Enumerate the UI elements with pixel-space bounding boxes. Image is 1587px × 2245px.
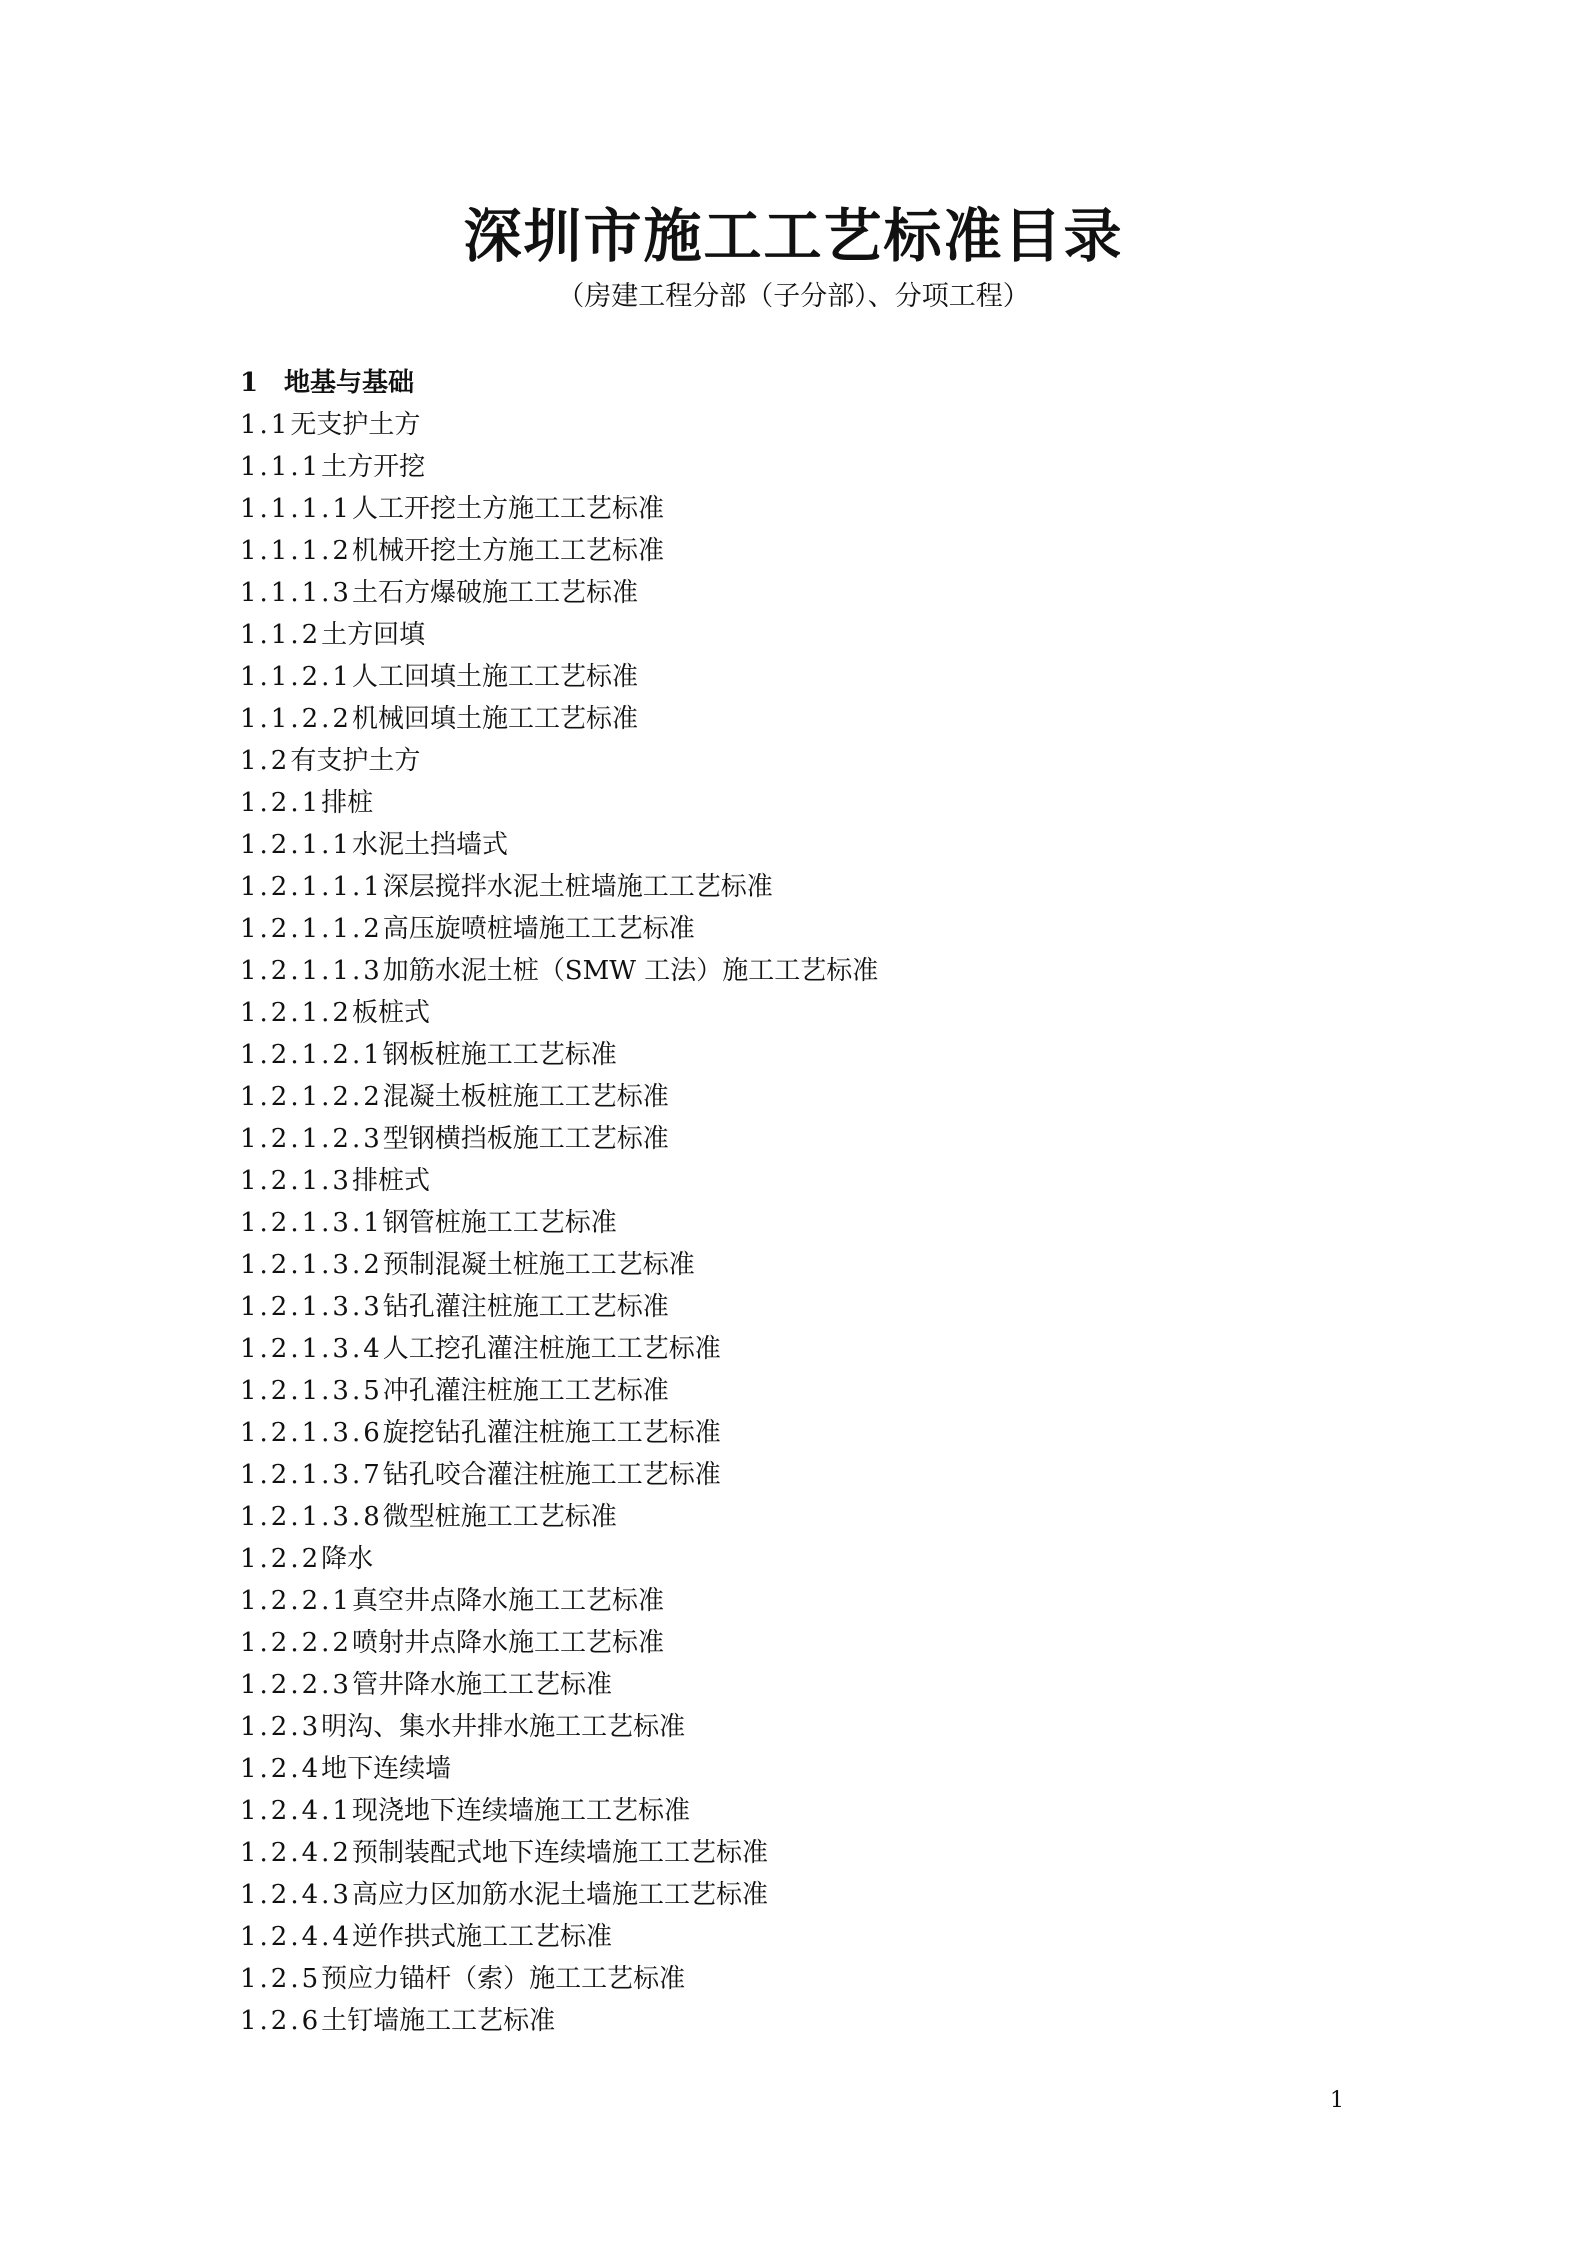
toc-entry xyxy=(240,1076,1440,1118)
toc-entry xyxy=(240,1832,1440,1874)
toc-entry-title: 微型桩施工工艺标准 xyxy=(382,1502,617,1532)
toc-entry-title: 钻孔灌注桩施工工艺标准 xyxy=(382,1292,669,1322)
toc-entry xyxy=(240,824,1440,866)
toc-entry-number: 1.2.1.1.2 xyxy=(240,914,383,944)
toc-entry-title: 排桩 xyxy=(321,788,374,818)
toc-entry-number: 1.2.4.4 xyxy=(240,1922,352,1952)
toc-entry-title: 预制混凝土桩施工工艺标准 xyxy=(382,1250,695,1280)
toc-entry-title: 明沟、集水井排水施工工艺标准 xyxy=(321,1712,686,1742)
toc-entry xyxy=(240,1454,1440,1496)
toc-entry xyxy=(240,992,1440,1034)
toc-entry-number: 1.2.1 xyxy=(240,788,322,818)
toc-entry xyxy=(240,1370,1440,1412)
toc-entry-title: 地下连续墙 xyxy=(321,1754,452,1784)
toc-entry-number: 1.2.1.3.4 xyxy=(240,1334,383,1364)
toc-entry xyxy=(240,656,1440,698)
toc-entry xyxy=(240,1706,1440,1748)
toc-entry xyxy=(240,950,1440,992)
toc-entry xyxy=(240,1664,1440,1706)
toc-entry-title: 型钢横挡板施工工艺标准 xyxy=(382,1124,669,1154)
toc-entry-title: 逆作拱式施工工艺标准 xyxy=(351,1922,612,1952)
page-title: 深圳市施工工艺标准目录 xyxy=(463,202,1124,270)
toc-entry-title: 排桩式 xyxy=(351,1166,430,1196)
toc-entry-title: 有支护土方 xyxy=(290,746,421,776)
toc-entry-number: 1.1.2.2 xyxy=(240,704,352,734)
toc-entry-number: 1.1 xyxy=(240,410,291,440)
toc-entry xyxy=(240,1118,1440,1160)
toc-entry xyxy=(240,404,1440,446)
toc-entry-title: 降水 xyxy=(321,1544,374,1574)
toc-entry-title: 深层搅拌水泥土桩墙施工工艺标准 xyxy=(382,872,773,902)
toc-entry xyxy=(240,698,1440,740)
toc-entry xyxy=(240,908,1440,950)
toc-entry xyxy=(240,740,1440,782)
page-number: 1 xyxy=(1330,2088,1344,2113)
toc-entry-number: 1.2.1.2.1 xyxy=(240,1040,383,1070)
toc-entry-number: 1.2.1.3.3 xyxy=(240,1292,383,1322)
toc-entry-number: 1.2.4.2 xyxy=(240,1838,352,1868)
toc-entry-number: 1.2.6 xyxy=(240,2006,322,2036)
toc-entry-number: 1.1.1 xyxy=(240,452,322,482)
toc-entry-title: 板桩式 xyxy=(351,998,430,1028)
toc-entry-title: 旋挖钻孔灌注桩施工工艺标准 xyxy=(382,1418,721,1448)
toc-entry-title: 机械开挖土方施工工艺标准 xyxy=(351,536,664,566)
toc-entry-number: 1.2.3 xyxy=(240,1712,322,1742)
toc-entry-number: 1.2.1.1.1 xyxy=(240,872,383,902)
toc-entry-number: 1 xyxy=(240,368,259,398)
toc-entry-number: 1.2.1.2.2 xyxy=(240,1082,383,1112)
toc-entry-title: 人工回填土施工工艺标准 xyxy=(351,662,638,692)
toc-entry-number: 1.1.1.3 xyxy=(240,578,352,608)
toc-entry-title: 真空井点降水施工工艺标准 xyxy=(351,1586,664,1616)
toc-entry xyxy=(240,1790,1440,1832)
toc-entry-title: 钢管桩施工工艺标准 xyxy=(382,1208,617,1238)
toc-entry xyxy=(240,1958,1440,2000)
toc-entry xyxy=(240,2000,1440,2042)
toc-entry-number: 1.1.2.1 xyxy=(240,662,352,692)
toc-entry-title: 无支护土方 xyxy=(290,410,421,440)
toc-entry-title: 人工开挖土方施工工艺标准 xyxy=(351,494,664,524)
toc-entry-title: 喷射井点降水施工工艺标准 xyxy=(351,1628,664,1658)
toc-entry xyxy=(240,488,1440,530)
toc-entry xyxy=(240,1916,1440,1958)
toc-entry-number: 1.1.1.2 xyxy=(240,536,352,566)
toc-entry-number: 1.2.1.2.3 xyxy=(240,1124,383,1154)
toc-entry-number: 1.2.1.3.2 xyxy=(240,1250,383,1280)
toc-entry-number: 1.2.1.1.3 xyxy=(240,956,383,986)
toc-entry-number: 1.1.1.1 xyxy=(240,494,352,524)
toc-entry xyxy=(240,572,1440,614)
toc-entry-number: 1.2.2 xyxy=(240,1544,322,1574)
toc-entry-number: 1.2.1.3.5 xyxy=(240,1376,383,1406)
toc-entry-title: 冲孔灌注桩施工工艺标准 xyxy=(382,1376,669,1406)
toc-entry xyxy=(240,1412,1440,1454)
toc-entry xyxy=(240,1748,1440,1790)
toc-entry-title: 高应力区加筋水泥土墙施工工艺标准 xyxy=(351,1880,768,1910)
toc-entry xyxy=(240,1496,1440,1538)
toc-entry-title: 预应力锚杆（索）施工工艺标准 xyxy=(321,1964,686,1994)
toc-entry xyxy=(240,1034,1440,1076)
toc-entry-title: 土石方爆破施工工艺标准 xyxy=(351,578,638,608)
toc-entry-number: 1.2.1.2 xyxy=(240,998,352,1028)
toc-entry-number: 1.2.1.3.7 xyxy=(240,1460,383,1490)
toc-entry xyxy=(240,530,1440,572)
toc-entry-number: 1.2.4 xyxy=(240,1754,322,1784)
toc-entry-number: 1.2.2.3 xyxy=(240,1670,352,1700)
toc-entry-title: 混凝土板桩施工工艺标准 xyxy=(382,1082,669,1112)
toc-entry xyxy=(240,1580,1440,1622)
toc-entry xyxy=(240,446,1440,488)
toc-entry-title: 机械回填土施工工艺标准 xyxy=(351,704,638,734)
toc-entry-number: 1.2.5 xyxy=(240,1964,322,1994)
toc-entry-title: 管井降水施工工艺标准 xyxy=(351,1670,612,1700)
toc-entry-number: 1.2.1.1 xyxy=(240,830,352,860)
toc-entry-title: 土方回填 xyxy=(321,620,426,650)
toc-entry xyxy=(240,1328,1440,1370)
page-subtitle: （房建工程分部（子分部）、分项工程） xyxy=(557,281,1030,312)
toc-entry xyxy=(240,1202,1440,1244)
toc-entry-title: 地基与基础 xyxy=(284,368,415,398)
toc-entry-number: 1.2.1.3.1 xyxy=(240,1208,383,1238)
toc-entry-title: 钻孔咬合灌注桩施工工艺标准 xyxy=(382,1460,721,1490)
toc-entry xyxy=(240,614,1440,656)
toc-entry-number: 1.1.2 xyxy=(240,620,322,650)
toc-entry-title: 预制装配式地下连续墙施工工艺标准 xyxy=(351,1838,768,1868)
toc-entry-number: 1.2.1.3.8 xyxy=(240,1502,383,1532)
toc-entry-number: 1.2.4.1 xyxy=(240,1796,352,1826)
toc-entry xyxy=(240,1874,1440,1916)
toc-entry xyxy=(240,782,1440,824)
toc-entry-title: 土钉墙施工工艺标准 xyxy=(321,2006,556,2036)
toc-entry-title: 现浇地下连续墙施工工艺标准 xyxy=(351,1796,690,1826)
toc-entry xyxy=(240,1622,1440,1664)
toc-entry-number: 1.2.2.1 xyxy=(240,1586,352,1616)
toc-entry xyxy=(240,1286,1440,1328)
toc-entry-title: 加筋水泥土桩（SMW 工法）施工工艺标准 xyxy=(382,956,879,986)
toc-entry xyxy=(240,1538,1440,1580)
toc-entry-number: 1.2.2.2 xyxy=(240,1628,352,1658)
toc-entry-title: 人工挖孔灌注桩施工工艺标准 xyxy=(382,1334,721,1364)
toc-entry-title: 水泥土挡墙式 xyxy=(351,830,508,860)
toc-entry xyxy=(240,866,1440,908)
toc-entry xyxy=(240,1244,1440,1286)
toc-entry-number: 1.2 xyxy=(240,746,291,776)
toc-entry-title: 钢板桩施工工艺标准 xyxy=(382,1040,617,1070)
toc-entry-number: 1.2.1.3.6 xyxy=(240,1418,383,1448)
toc-entry-number: 1.2.1.3 xyxy=(240,1166,352,1196)
table-of-contents xyxy=(240,362,1440,2042)
toc-entry-title: 高压旋喷桩墙施工工艺标准 xyxy=(382,914,695,944)
toc-entry-number: 1.2.4.3 xyxy=(240,1880,352,1910)
toc-entry xyxy=(240,1160,1440,1202)
toc-section-heading xyxy=(240,362,1440,404)
toc-entry-title: 土方开挖 xyxy=(321,452,426,482)
